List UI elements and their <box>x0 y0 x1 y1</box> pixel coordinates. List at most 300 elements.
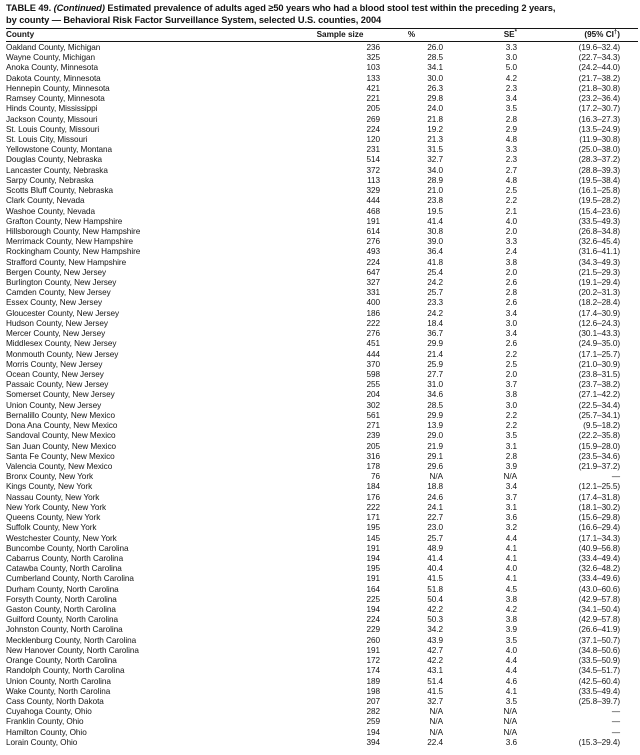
sample-size-cell: 239 <box>366 431 380 441</box>
table-row <box>6 615 638 625</box>
table-row <box>6 53 638 63</box>
table-row <box>6 166 638 176</box>
county-cell: Buncombe County, North Carolina <box>6 543 129 553</box>
table-row <box>6 268 638 278</box>
ci-cell: (20.2–31.3) <box>578 288 620 298</box>
ci-cell: (22.5–34.4) <box>578 400 620 410</box>
ci-cell: (16.6–29.4) <box>578 523 620 533</box>
table-row <box>6 697 638 707</box>
table-row <box>6 319 638 329</box>
table-row <box>6 309 638 319</box>
percent-cell: 42.2 <box>427 605 443 615</box>
sample-size-cell: 145 <box>366 533 380 543</box>
table-row <box>6 380 638 390</box>
percent-cell: 31.5 <box>427 145 443 155</box>
sample-size-cell: 255 <box>366 380 380 390</box>
se-cell: 3.0 <box>505 400 517 410</box>
percent-cell: 27.7 <box>427 370 443 379</box>
sample-size-cell: 224 <box>366 124 380 134</box>
sample-size-cell: 178 <box>366 461 380 471</box>
sample-size-cell: 325 <box>366 53 380 63</box>
sample-size-cell: 207 <box>366 697 380 706</box>
ci-cell: (21.8–30.8) <box>578 83 620 93</box>
se-cell: 2.8 <box>505 114 517 124</box>
percent-cell: 34.2 <box>427 625 443 635</box>
se-cell: N/A <box>503 707 517 717</box>
se-cell: 4.5 <box>505 584 517 594</box>
table-row <box>6 462 638 472</box>
sample-size-cell: 260 <box>366 635 380 645</box>
se-cell: 3.4 <box>505 94 517 104</box>
se-cell: 3.5 <box>505 431 517 441</box>
table-row <box>6 585 638 595</box>
table-row <box>6 503 638 513</box>
sample-size-cell: 204 <box>366 390 380 400</box>
table-row <box>6 595 638 605</box>
se-cell: 2.0 <box>505 226 517 236</box>
se-cell: 3.8 <box>505 257 517 267</box>
sample-size-cell: 225 <box>366 594 380 604</box>
table-row <box>6 288 638 298</box>
table-row <box>6 155 638 165</box>
percent-cell: 50.4 <box>427 594 443 604</box>
ci-cell: (26.6–41.9) <box>578 625 620 635</box>
table-row <box>6 523 638 533</box>
county-cell: Wayne County, Michigan <box>6 53 96 63</box>
percent-cell: 24.6 <box>427 492 443 502</box>
county-cell: Douglas County, Nebraska <box>6 155 103 165</box>
county-cell: Oakland County, Michigan <box>6 43 101 52</box>
percent-cell: 30.0 <box>427 73 443 83</box>
table-row <box>6 717 638 727</box>
percent-cell: 28.5 <box>427 53 443 63</box>
ci-cell: — <box>611 727 620 737</box>
county-cell: Morris County, New Jersey <box>6 359 103 369</box>
sample-size-cell: 76 <box>370 472 380 482</box>
county-cell: Somerset County, New Jersey <box>6 390 115 400</box>
sample-size-cell: 171 <box>366 513 380 523</box>
percent-cell: 29.8 <box>427 94 443 104</box>
se-cell: 4.2 <box>505 605 517 615</box>
table-header <box>6 29 638 42</box>
county-cell: Catawba County, North Carolina <box>6 564 122 574</box>
ci-cell: (40.9–56.8) <box>578 543 620 553</box>
ci-cell: (18.1–30.2) <box>578 502 620 512</box>
ci-cell: (27.1–42.2) <box>578 390 620 400</box>
se-cell: 3.8 <box>505 615 517 625</box>
table-row <box>6 605 638 615</box>
county-cell: Gloucester County, New Jersey <box>6 308 120 318</box>
se-cell: 4.8 <box>505 134 517 144</box>
percent-cell: 34.0 <box>427 165 443 175</box>
table-number: TABLE 49. <box>6 3 52 13</box>
sample-size-cell: 316 <box>366 451 380 461</box>
table-row <box>6 298 638 308</box>
table-row <box>6 728 638 738</box>
percent-cell: 29.1 <box>427 451 443 461</box>
county-cell: Dakota County, Minnesota <box>6 73 101 83</box>
sample-size-cell: 269 <box>366 114 380 124</box>
se-cell: 3.6 <box>505 737 517 747</box>
ci-cell: (42.9–57.8) <box>578 615 620 625</box>
percent-cell: 32.7 <box>427 155 443 165</box>
sample-size-cell: 194 <box>366 727 380 737</box>
sample-size-cell: 444 <box>366 349 380 359</box>
county-cell: Bernalillo County, New Mexico <box>6 410 115 420</box>
ci-cell: (28.3–37.2) <box>578 155 620 165</box>
ci-footnote-marker: † <box>613 29 618 36</box>
se-cell: 4.1 <box>505 574 517 584</box>
table-row <box>6 135 638 145</box>
sample-size-cell: 174 <box>366 666 380 676</box>
ci-cell: (21.0–30.9) <box>578 359 620 369</box>
sample-size-cell: 276 <box>366 329 380 339</box>
sample-size-cell: 222 <box>366 318 380 328</box>
ci-cell: (33.5–50.9) <box>578 656 620 666</box>
se-column-header: SE* <box>443 29 517 42</box>
ci-cell: (19.6–32.4) <box>578 43 620 52</box>
table-row <box>6 196 638 206</box>
ci-cell: (33.5–49.4) <box>578 686 620 696</box>
se-cell: 4.2 <box>505 73 517 83</box>
sample-size-cell: 194 <box>366 605 380 615</box>
sample-size-cell: 189 <box>366 676 380 686</box>
county-cell: Westchester County, New York <box>6 533 117 543</box>
table-row <box>6 84 638 94</box>
sample-size-cell: 400 <box>366 298 380 308</box>
table-row <box>6 401 638 411</box>
percent-cell: 26.0 <box>427 43 443 52</box>
county-cell: Orange County, North Carolina <box>6 656 117 666</box>
se-cell: 3.3 <box>505 145 517 155</box>
ci-cell: (43.0–60.6) <box>578 584 620 594</box>
table-row <box>6 687 638 697</box>
se-cell: 4.4 <box>505 656 517 666</box>
table-row <box>6 554 638 564</box>
ci-cell: — <box>611 717 620 727</box>
percent-cell: N/A <box>429 727 443 737</box>
county-cell: Bronx County, New York <box>6 472 94 482</box>
se-cell: 2.2 <box>505 349 517 359</box>
se-cell: 2.1 <box>505 206 517 216</box>
table-row <box>6 442 638 452</box>
sample-size-cell: 186 <box>366 308 380 318</box>
ci-cell: (32.6–48.2) <box>578 564 620 574</box>
county-cell: Johnston County, North Carolina <box>6 625 123 635</box>
sample-size-cell: 195 <box>366 564 380 574</box>
table-title <box>6 3 638 26</box>
percent-cell: N/A <box>429 707 443 717</box>
ci-cell: (34.8–50.6) <box>578 645 620 655</box>
county-cell: Franklin County, Ohio <box>6 717 84 727</box>
se-cell: 4.4 <box>505 666 517 676</box>
sample-size-cell: 184 <box>366 482 380 492</box>
county-cell: Suffolk County, New York <box>6 523 97 533</box>
county-cell: Hillsborough County, New Hampshire <box>6 226 141 236</box>
se-cell: 3.8 <box>505 594 517 604</box>
county-cell: St. Louis County, Missouri <box>6 124 100 134</box>
se-cell: 4.8 <box>505 175 517 185</box>
county-cell: Cass County, North Dakota <box>6 697 104 706</box>
percent-cell: 13.9 <box>427 421 443 431</box>
ci-cell: (12.6–24.3) <box>578 318 620 328</box>
se-cell: 4.0 <box>505 564 517 574</box>
county-cell: Durham County, North Carolina <box>6 584 119 594</box>
percent-cell: 43.9 <box>427 635 443 645</box>
table-row <box>6 247 638 257</box>
table-row <box>6 360 638 370</box>
sample-size-cell: 451 <box>366 339 380 349</box>
se-cell: 2.6 <box>505 339 517 349</box>
se-cell: 3.5 <box>505 635 517 645</box>
se-cell: 4.6 <box>505 676 517 686</box>
table-row <box>6 707 638 717</box>
se-cell: 2.4 <box>505 247 517 257</box>
se-cell: 3.7 <box>505 380 517 390</box>
se-cell: 3.0 <box>505 318 517 328</box>
ci-cell: (34.1–50.4) <box>578 605 620 615</box>
se-cell: 2.0 <box>505 370 517 379</box>
percent-cell: N/A <box>429 472 443 482</box>
sample-size-cell: 103 <box>366 63 380 73</box>
sample-size-cell: 195 <box>366 523 380 533</box>
county-cell: Hinds County, Mississippi <box>6 104 98 114</box>
county-cell: Mercer County, New Jersey <box>6 329 106 339</box>
percent-cell: 50.3 <box>427 615 443 625</box>
table-row <box>6 452 638 462</box>
sample-size-cell: 331 <box>366 288 380 298</box>
se-cell: 3.8 <box>505 390 517 400</box>
sample-size-cell: 172 <box>366 656 380 666</box>
table-row <box>6 42 638 54</box>
table-row <box>6 544 638 554</box>
sample-size-cell: 370 <box>366 359 380 369</box>
percent-cell: N/A <box>429 717 443 727</box>
sample-size-cell: 191 <box>366 574 380 584</box>
percent-cell: 41.5 <box>427 686 443 696</box>
sample-size-cell: 120 <box>366 134 380 144</box>
sample-size-cell: 231 <box>366 145 380 155</box>
county-cell: New York County, New York <box>6 502 107 512</box>
percent-cell: 51.4 <box>427 676 443 686</box>
sample-size-cell: 271 <box>366 421 380 431</box>
table-row <box>6 227 638 237</box>
ci-cell: (17.4–31.8) <box>578 492 620 502</box>
se-cell: 4.1 <box>505 543 517 553</box>
county-cell: Burlington County, New Jersey <box>6 278 117 288</box>
county-cell: Union County, New Jersey <box>6 400 102 410</box>
sample-size-cell: 224 <box>366 615 380 625</box>
county-cell: Ocean County, New Jersey <box>6 370 104 379</box>
county-cell: Clark County, Nevada <box>6 196 85 206</box>
percent-cell: 36.4 <box>427 247 443 257</box>
ci-cell: (21.7–38.2) <box>578 73 620 83</box>
percent-cell: 51.8 <box>427 584 443 594</box>
ci-cell: (16.3–27.3) <box>578 114 620 124</box>
county-cell: Cuyahoga County, Ohio <box>6 707 92 717</box>
sample-size-cell: 224 <box>366 257 380 267</box>
table-row <box>6 278 638 288</box>
county-cell: San Juan County, New Mexico <box>6 441 116 451</box>
percent-cell: 22.4 <box>427 737 443 747</box>
ci-cell: (42.9–57.8) <box>578 594 620 604</box>
se-cell: 4.1 <box>505 553 517 563</box>
percent-cell: 31.0 <box>427 380 443 390</box>
table-body <box>6 42 638 749</box>
percent-cell: 21.0 <box>427 186 443 196</box>
county-cell: Dona Ana County, New Mexico <box>6 421 118 431</box>
se-cell: 3.5 <box>505 697 517 706</box>
percent-cell: 18.8 <box>427 482 443 492</box>
table-row <box>6 636 638 646</box>
ci-cell: (16.1–25.8) <box>578 186 620 196</box>
ci-cell: (21.5–29.3) <box>578 267 620 277</box>
table-row <box>6 125 638 135</box>
county-cell: Kings County, New York <box>6 482 93 492</box>
percent-cell: 30.8 <box>427 226 443 236</box>
ci-cell: (22.7–34.3) <box>578 53 620 63</box>
table-row <box>6 493 638 503</box>
ci-cell: (17.1–25.7) <box>578 349 620 359</box>
sample-size-cell: 421 <box>366 83 380 93</box>
table-row <box>6 421 638 431</box>
sample-size-cell: 259 <box>366 717 380 727</box>
table-row <box>6 350 638 360</box>
se-cell: 2.6 <box>505 298 517 308</box>
percent-cell: 32.7 <box>427 697 443 706</box>
percent-cell: 29.9 <box>427 339 443 349</box>
table-row <box>6 176 638 186</box>
table-row <box>6 677 638 687</box>
se-cell: 3.4 <box>505 482 517 492</box>
se-cell: 2.6 <box>505 278 517 288</box>
county-cell: Sandoval County, New Mexico <box>6 431 116 441</box>
sample-size-cell: 561 <box>366 410 380 420</box>
county-cell: Wake County, North Carolina <box>6 686 111 696</box>
table-row <box>6 329 638 339</box>
percent-cell: 41.5 <box>427 574 443 584</box>
county-cell: Middlesex County, New Jersey <box>6 339 117 349</box>
ci-cell: (25.0–38.0) <box>578 145 620 155</box>
county-cell: Ramsey County, Minnesota <box>6 94 105 104</box>
county-cell: Hudson County, New Jersey <box>6 318 108 328</box>
percent-cell: 21.3 <box>427 134 443 144</box>
ci-column-header: (95% CI†) <box>517 29 638 42</box>
percent-cell: 24.2 <box>427 308 443 318</box>
table-row <box>6 217 638 227</box>
se-cell: 3.2 <box>505 523 517 533</box>
se-cell: 4.4 <box>505 533 517 543</box>
se-cell: 4.1 <box>505 686 517 696</box>
ci-cell: (42.5–60.4) <box>578 676 620 686</box>
county-cell: Rockingham County, New Hampshire <box>6 247 141 257</box>
se-cell: 3.9 <box>505 625 517 635</box>
ci-cell: (12.1–25.5) <box>578 482 620 492</box>
ci-cell: (19.1–29.4) <box>578 278 620 288</box>
county-cell: Nassau County, New York <box>6 492 100 502</box>
ci-cell: (15.3–29.4) <box>578 737 620 747</box>
ci-cell: (15.4–23.6) <box>578 206 620 216</box>
title-line-2: by county — Behavioral Risk Factor Surveillance System, selected U.S. counties, 2004 <box>6 14 382 25</box>
sample-size-cell: 493 <box>366 247 380 257</box>
ci-cell: (15.6–29.8) <box>578 513 620 523</box>
sample-size-cell: 394 <box>366 737 380 747</box>
table-row <box>6 390 638 400</box>
ci-cell: (33.5–49.3) <box>578 216 620 226</box>
county-cell: Lorain County, Ohio <box>6 737 78 747</box>
table-row <box>6 186 638 196</box>
percent-cell: 19.2 <box>427 124 443 134</box>
percent-cell: 26.3 <box>427 83 443 93</box>
se-cell: 2.0 <box>505 267 517 277</box>
county-cell: Hamilton County, Ohio <box>6 727 87 737</box>
ci-cell: (26.8–34.8) <box>578 226 620 236</box>
ci-cell: (18.2–28.4) <box>578 298 620 308</box>
percent-cell: 41.4 <box>427 216 443 226</box>
sample-size-cell: 113 <box>367 175 380 185</box>
ci-cell: — <box>611 472 620 482</box>
percent-cell: 41.8 <box>427 257 443 267</box>
sample-size-cell: 444 <box>366 196 380 206</box>
sample-size-cell: 598 <box>366 370 380 379</box>
percent-column-header: % <box>380 29 443 42</box>
percent-cell: 23.3 <box>427 298 443 308</box>
se-cell: 2.3 <box>505 155 517 165</box>
percent-cell: 29.6 <box>427 461 443 471</box>
table-row <box>6 145 638 155</box>
sample-size-cell: 191 <box>366 543 380 553</box>
county-cell: Camden County, New Jersey <box>6 288 111 298</box>
percent-cell: 25.7 <box>427 288 443 298</box>
ci-cell: (23.2–36.4) <box>578 94 620 104</box>
county-cell: New Hanover County, North Carolina <box>6 645 139 655</box>
table-row <box>6 207 638 217</box>
table-row <box>6 431 638 441</box>
sample-size-cell: 276 <box>366 237 380 247</box>
sample-size-cell: 176 <box>366 492 380 502</box>
se-cell: 3.7 <box>505 492 517 502</box>
sample-size-cell: 221 <box>366 94 380 104</box>
table-row <box>6 472 638 482</box>
table-row <box>6 646 638 656</box>
table-row <box>6 513 638 523</box>
table-row <box>6 482 638 492</box>
ci-cell: (30.1–43.3) <box>578 329 620 339</box>
percent-cell: 29.0 <box>427 431 443 441</box>
county-cell: Queens County, New York <box>6 513 101 523</box>
se-cell: 3.9 <box>505 461 517 471</box>
county-cell: Monmouth County, New Jersey <box>6 349 119 359</box>
percent-cell: 21.4 <box>427 349 443 359</box>
sample-size-cell: 191 <box>366 216 380 226</box>
county-cell: Essex County, New Jersey <box>6 298 103 308</box>
sample-size-cell: 514 <box>366 155 380 165</box>
county-cell: Lancaster County, Nebraska <box>6 165 108 175</box>
county-cell: Yellowstone County, Montana <box>6 145 113 155</box>
percent-cell: 36.7 <box>427 329 443 339</box>
county-cell: Union County, North Carolina <box>6 676 111 686</box>
sample-size-cell: 236 <box>366 43 380 52</box>
ci-cell: (17.2–30.7) <box>578 104 620 114</box>
county-cell: Randolph County, North Carolina <box>6 666 125 676</box>
percent-cell: 25.7 <box>427 533 443 543</box>
county-cell: Bergen County, New Jersey <box>6 267 107 277</box>
ci-cell: (34.5–51.7) <box>578 666 620 676</box>
percent-cell: 19.5 <box>427 206 443 216</box>
county-cell: Anoka County, Minnesota <box>6 63 98 73</box>
se-cell: 4.0 <box>505 645 517 655</box>
sample-size-cell: 133 <box>366 73 380 83</box>
